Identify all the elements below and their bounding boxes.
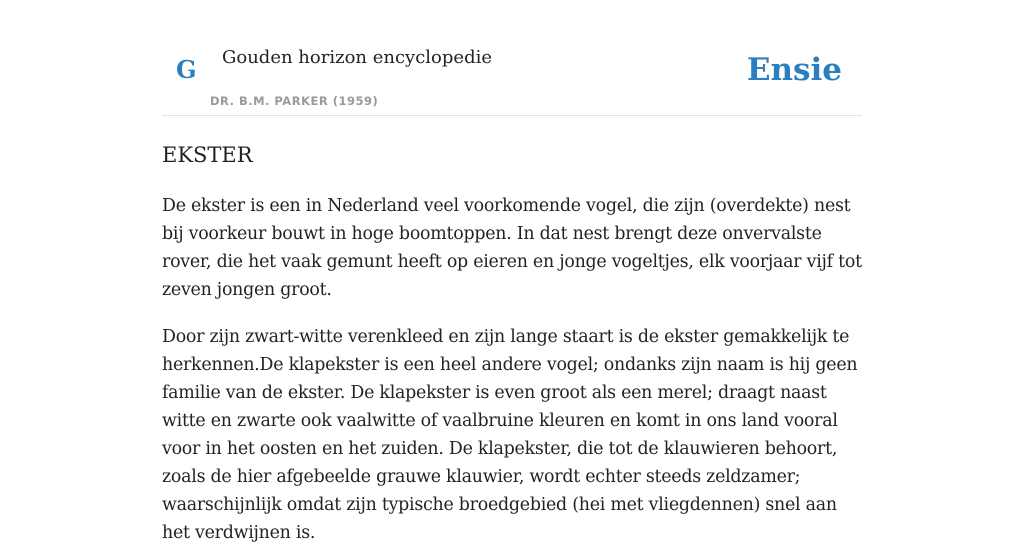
article-headword: EKSTER <box>162 143 253 167</box>
article-paragraph: Door zijn zwart-witte verenkleed en zijn lange staart is de ekster gemakkelijk te herkennen.De klapekster is een heel andere vogel; ondanks zijn naam is hij geen familie van de ekster. De klapekster is even groot als een merel; draagt naast witte en zwarte ook vaalwitte of vaalbruine kleuren en komt in ons land vooral voor in het oosten en het zuiden. De klapekster, die tot de klauwieren behoort, zoals de hier afgebeelde grauwe klauwier, wordt echter steeds zeldzamer; waarschijnlijk omdat zijn typische broedgebied (hei met vliegdennen) snel aan het verdwijnen is. <box>162 327 858 543</box>
book-logo[interactable]: G <box>176 55 197 84</box>
article-paragraph: De ekster is een in Nederland veel voorkomende vogel, die zijn (overdekte) nest bij voorkeur bouwt in hoge boomtoppen. In dat nest brengt deze onvervalste rover, die het vaak gemunt heeft op eieren en jonge vogeltjes, elk voorjaar vijf tot zeven jongen groot. <box>162 196 862 300</box>
book-title[interactable]: Gouden horizon encyclopedie <box>222 47 492 68</box>
ensie-logo[interactable]: Ensie <box>746 52 842 88</box>
article <box>162 138 862 547</box>
header <box>162 0 862 116</box>
book-author: DR. B.M. PARKER (1959) <box>210 94 379 108</box>
